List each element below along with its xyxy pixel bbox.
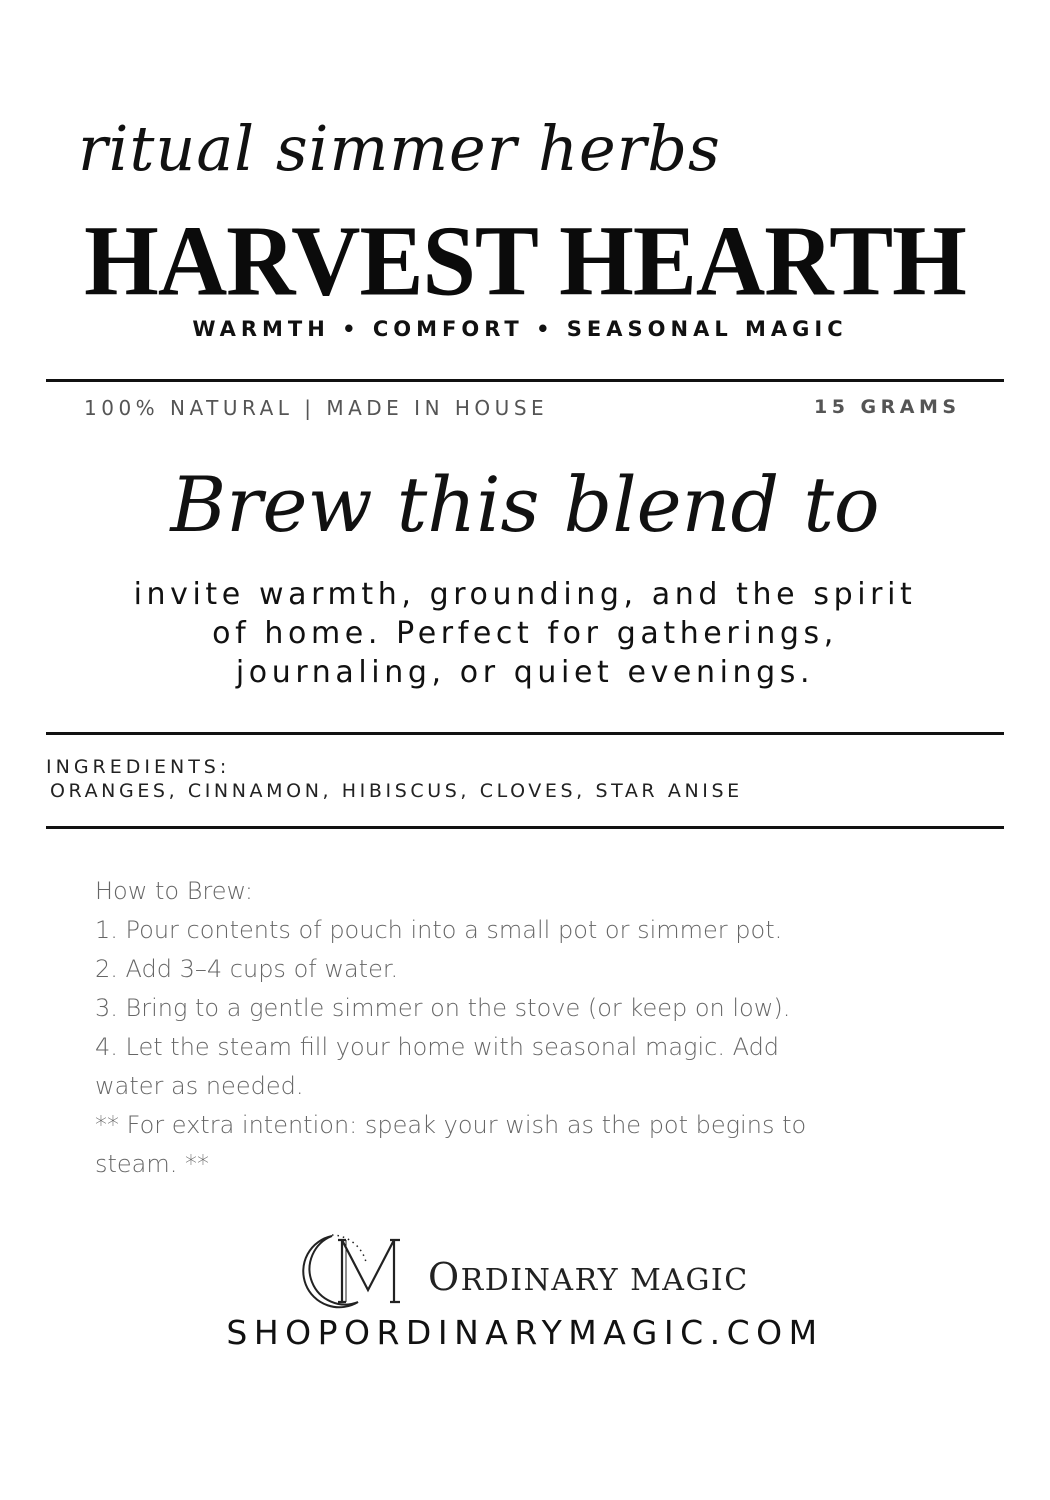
instruction-line: How to Brew: bbox=[95, 877, 253, 905]
natural-made-in-house: 100% NATURAL | MADE IN HOUSE bbox=[84, 396, 549, 420]
top-divider bbox=[46, 379, 1004, 382]
instruction-line: steam. ** bbox=[95, 1150, 210, 1178]
ingredients-list: ORANGES, CINNAMON, HIBISCUS, CLOVES, STAR ANISE bbox=[50, 780, 743, 802]
product-title: HARVEST HEARTH bbox=[84, 204, 966, 317]
net-weight: 15 GRAMS bbox=[814, 396, 961, 418]
ingredients-label: INGREDIENTS: bbox=[46, 756, 231, 778]
website-url[interactable]: SHOPORDINARYMAGIC.COM bbox=[226, 1313, 824, 1352]
instruction-line: 2. Add 3–4 cups of water. bbox=[95, 955, 399, 983]
brew-script-heading: Brew this blend to bbox=[170, 460, 880, 549]
lower-divider bbox=[46, 826, 1004, 829]
intention-line: journaling, or quiet evenings. bbox=[235, 655, 815, 690]
brand-name bbox=[428, 1255, 749, 1299]
intention-line: invite warmth, grounding, and the spirit bbox=[133, 577, 917, 612]
brand-name-rest: RDINARY MAGIC bbox=[460, 1263, 749, 1298]
instruction-line: ** For extra intention: speak your wish as the pot begins to bbox=[95, 1111, 807, 1139]
script-subtitle: ritual simmer herbs bbox=[78, 112, 721, 185]
intention-line: of home. Perfect for gatherings, bbox=[212, 616, 838, 651]
instruction-line: 3. Bring to a gentle simmer on the stove (or keep on low). bbox=[95, 994, 791, 1022]
instruction-line: 1. Pour contents of pouch into a small pot or simmer pot. bbox=[95, 916, 783, 944]
middle-divider bbox=[46, 732, 1004, 735]
instruction-line: 4. Let the steam fill your home with seasonal magic. Add bbox=[95, 1033, 780, 1061]
crescent-moon-om-monogram-icon bbox=[288, 1232, 406, 1310]
intention-text bbox=[0, 575, 1050, 692]
instruction-line: water as needed. bbox=[95, 1072, 304, 1100]
brewing-instructions bbox=[95, 872, 975, 1184]
brand-first-letter: O bbox=[428, 1255, 461, 1299]
tagline: WARMTH • COMFORT • SEASONAL MAGIC bbox=[192, 317, 848, 341]
